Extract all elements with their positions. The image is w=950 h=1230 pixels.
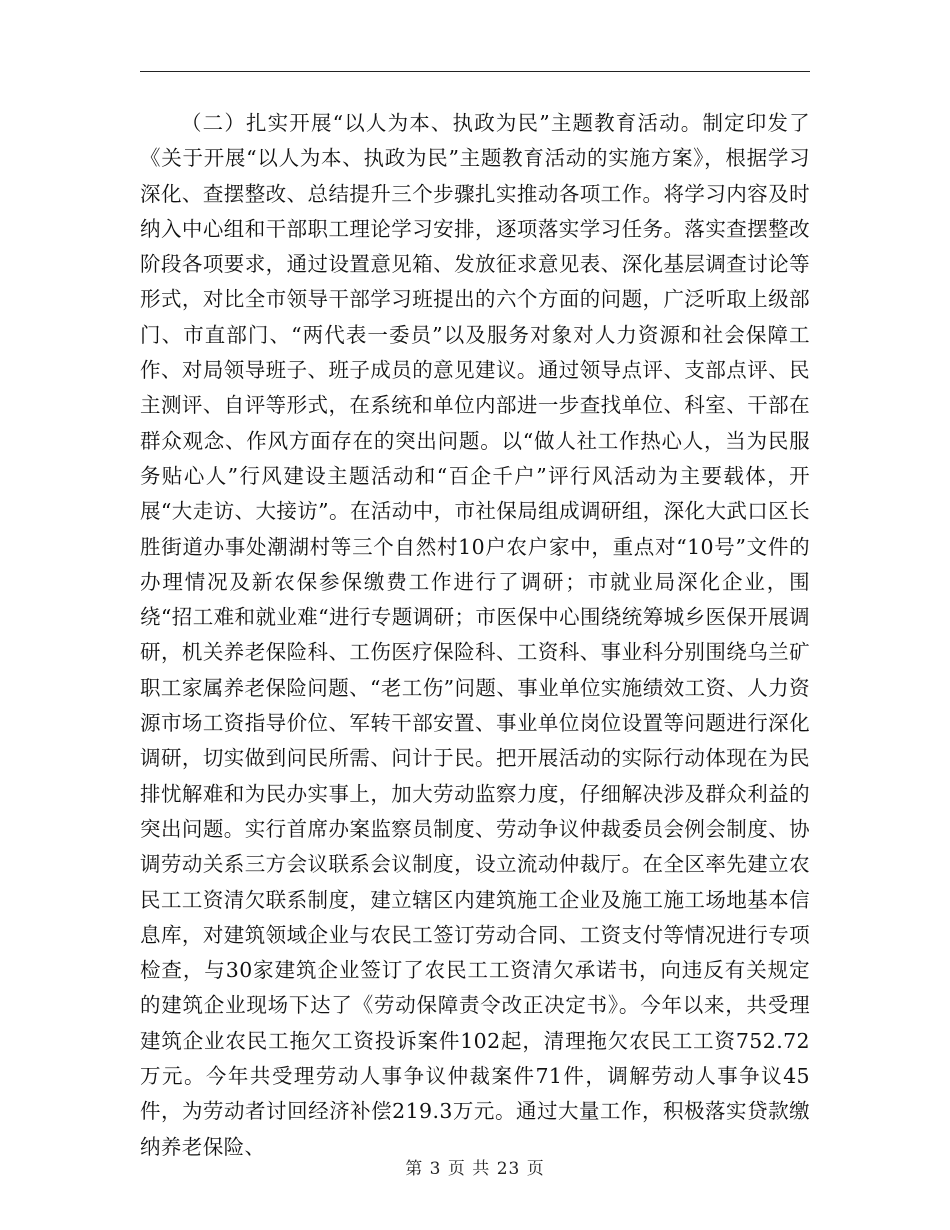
document-body (140, 106, 810, 1165)
header-rule (140, 71, 810, 72)
page-number: 第 3 页 共 23 页 (405, 1159, 545, 1179)
paragraph: （二）扎实开展“以人为本、执政为民”主题教育活动。制定印发了《关于开展“以人为本、执政为民”主题教育活动的实施方案》，根据学习深化、查摆整改、总结提升三个步骤扎实推动各项工作。将学习内容及时纳入中心组和干部职工理论学习安排，逐项落实学习任务。落实查摆整改阶段各项要求，通过设置意见箱、发放征求意见表、深化基层调查讨论等形式，对比全市领导干部学习班提出的六个方面的问题，广泛听取上级部门、市直部门、“两代表一委员”以及服务对象对人力资源和社会保障工作、对局领导班子、班子成员的意见建议。通过领导点评、支部点评、民主测评、自评等形式，在系统和单位内部进一步查找单位、科室、干部在群众观念、作风方面存在的突出问题。以“做人社工作热心人，当为民服务贴心人”行风建设主题活动和“百企千户”评行风活动为主要载体，开展“大走访、大接访”。在活动中，市社保局组成调研组，深化大武口区长胜街道办事处潮湖村等三个自然村10户农户家中，重点对“10号”文件的办理情况及新农保参保缴费工作进行了调研；市就业局深化企业，围绕“招工难和就业难“进行专题调研；市医保中心围绕统筹城乡医保开展调研，机关养老保险科、工伤医疗保险科、工资科、事业科分别围绕乌兰矿职工家属养老保险问题、“老工伤”问题、事业单位实施绩效工资、人力资源市场工资指导价位、军转干部安置、事业单位岗位设置等问题进行深化调研，切实做到问民所需、问计于民。把开展活动的实际行动体现在为民排忧解难和为民办实事上，加大劳动监察力度，仔细解决涉及群众利益的突出问题。实行首席办案监察员制度、劳动争议仲裁委员会例会制度、协调劳动关系三方会议联系会议制度，设立流动仲裁厅。在全区率先建立农民工工资清欠联系制度，建立辖区内建筑施工企业及施工施工场地基本信息库，对建筑领域企业与农民工签订劳动合同、工资支付等情况进行专项检查，与30家建筑企业签订了农民工工资清欠承诺书，向违反有关规定的建筑企业现场下达了《劳动保障责令改正决定书》。今年以来，共受理建筑企业农民工拖欠工资投诉案件102起，清理拖欠农民工工资752.72万元。今年共受理劳动人事争议仲裁案件71件，调解劳动人事争议45件，为劳动者讨回经济补偿219.3万元。通过大量工作，积极落实贷款缴纳养老保险、 (140, 111, 810, 1159)
